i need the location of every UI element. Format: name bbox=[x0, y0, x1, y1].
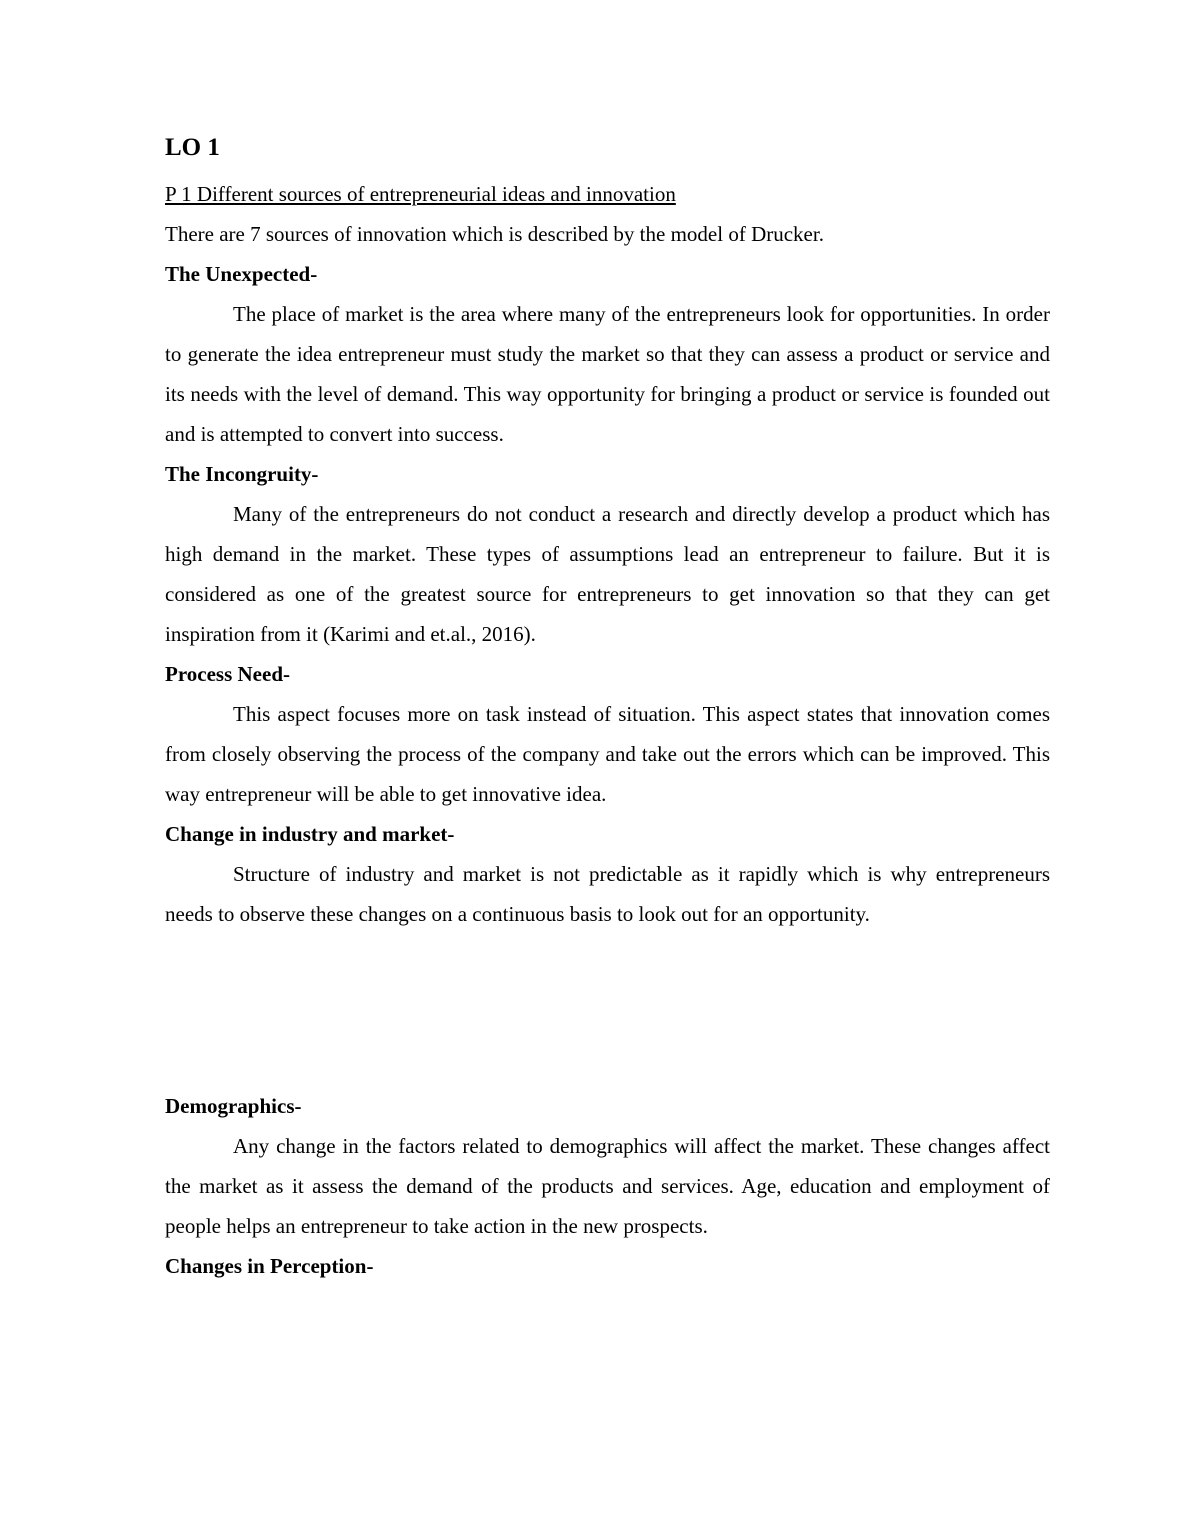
section-body: Many of the entrepreneurs do not conduct a research and directly develop a product which has high demand in the market. These types of assumptions lead an entrepreneur to failure. But it is considered as one of the greatest source for entrepreneurs to get innovation so that they can get inspiration from it (Karimi and et.al., 2016). bbox=[165, 502, 1050, 646]
page-title: LO 1 bbox=[165, 134, 220, 161]
section-body: The place of market is the area where many of the entrepreneurs look for opportunities. In order to generate the idea entrepreneur must study the market so that they can assess a product or service and its needs with the level of demand. This way opportunity for bringing a product or service is founded out and is attempted to convert into success. bbox=[165, 302, 1050, 446]
section-the-incongruity bbox=[165, 454, 1050, 654]
section-heading: The Unexpected- bbox=[165, 262, 318, 286]
section-body: This aspect focuses more on task instead of situation. This aspect states that innovation comes from closely observing the process of the company and take out the errors which can be improved. This way entrepreneur will be able to get innovative idea. bbox=[165, 702, 1050, 806]
section-body: Structure of industry and market is not predictable as it rapidly which is why entrepreneurs needs to observe these changes on a continuous basis to look out for an opportunity. bbox=[165, 862, 1050, 926]
section-process-need bbox=[165, 654, 1050, 814]
section-change-in-industry-and-market bbox=[165, 814, 1050, 934]
section-heading: Process Need- bbox=[165, 662, 290, 686]
section-heading: Demographics- bbox=[165, 1094, 302, 1118]
document-subheading: P 1 Different sources of entrepreneurial ideas and innovation bbox=[165, 182, 676, 206]
section-the-unexpected bbox=[165, 254, 1050, 454]
section-body: Any change in the factors related to demographics will affect the market. These changes affect the market as it assess the demand of the products and services. Age, education and employment of people helps an entrepreneur to take action in the new prospects. bbox=[165, 1134, 1050, 1238]
intro-paragraph: There are 7 sources of innovation which is described by the model of Drucker. bbox=[165, 222, 824, 246]
section-changes-in-perception bbox=[165, 1246, 1050, 1286]
section-heading: Changes in Perception- bbox=[165, 1254, 374, 1278]
section-heading: The Incongruity- bbox=[165, 462, 319, 486]
section-demographics bbox=[165, 1086, 1050, 1246]
section-heading: Change in industry and market- bbox=[165, 822, 455, 846]
